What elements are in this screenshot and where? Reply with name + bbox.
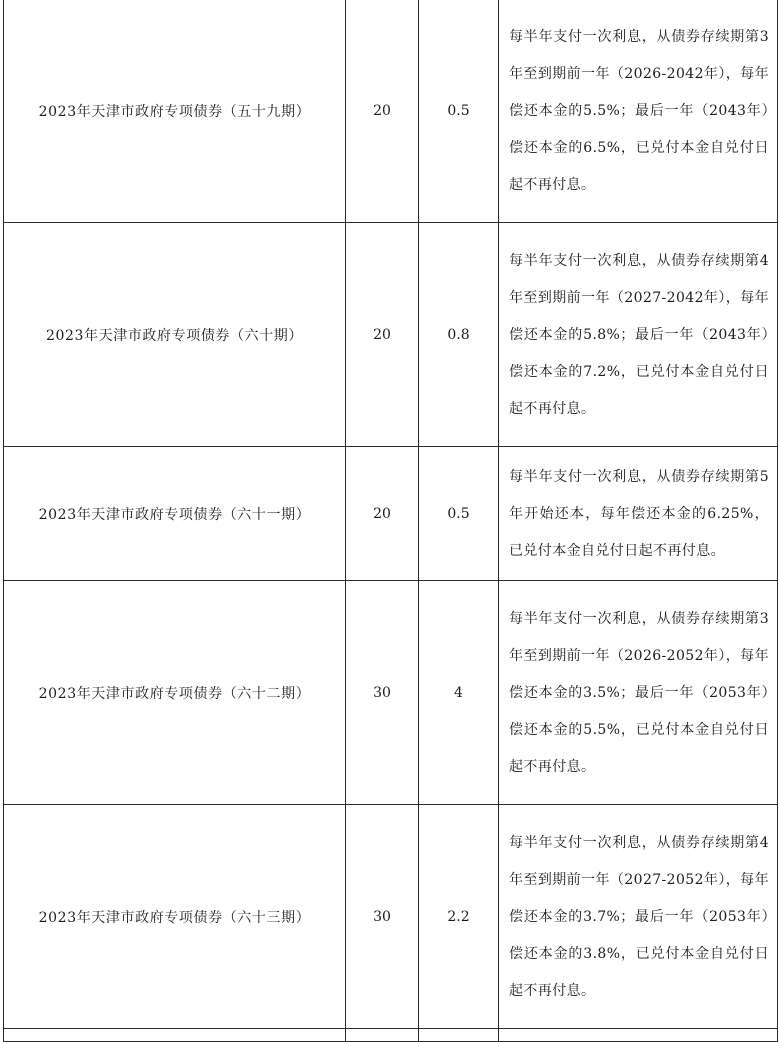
repayment-terms-cell: 每半年支付一次利息，从债券存续期第4年至到期前一年（2027-2042年），每年偿还本金的5.8%；最后一年（2043年）偿还本金的7.2%，已兑付本金自兑付日起不再付息。: [499, 223, 778, 447]
bond-name-cell: 2023年天津市政府专项债券（六十一期）: [4, 447, 346, 581]
bond-amount-cell: 2.2: [419, 805, 499, 1029]
empty-cell: [346, 1029, 419, 1042]
repayment-terms-cell: 每半年支付一次利息，从债券存续期第3年至到期前一年（2026-2042年），每年偿还本金的5.5%；最后一年（2043年）偿还本金的6.5%，已兑付本金自兑付日起不再付息。: [499, 0, 778, 223]
table-row-continuation: [4, 1029, 778, 1042]
bond-term-cell: 30: [346, 805, 419, 1029]
bond-term-cell: 20: [346, 0, 419, 223]
table-row: [4, 223, 778, 447]
bond-amount-cell: 0.5: [419, 447, 499, 581]
bond-name-cell: 2023年天津市政府专项债券（六十三期）: [4, 805, 346, 1029]
empty-cell: [4, 1029, 346, 1042]
repayment-terms-cell: 每半年支付一次利息，从债券存续期第3年至到期前一年（2026-2052年），每年偿还本金的3.5%；最后一年（2053年）偿还本金的5.5%，已兑付本金自兑付日起不再付息。: [499, 581, 778, 805]
bond-amount-cell: 0.5: [419, 0, 499, 223]
table-row: [4, 805, 778, 1029]
table-row: [4, 581, 778, 805]
bond-term-cell: 30: [346, 581, 419, 805]
bond-term-cell: 20: [346, 223, 419, 447]
bond-name-cell: 2023年天津市政府专项债券（六十二期）: [4, 581, 346, 805]
bond-term-cell: 20: [346, 447, 419, 581]
bond-table: [3, 0, 778, 1042]
table-row: [4, 447, 778, 581]
repayment-terms-cell: 每半年支付一次利息，从债券存续期第5年开始还本，每年偿还本金的6.25%，已兑付本金自兑付日起不再付息。: [499, 447, 778, 581]
bond-amount-cell: 4: [419, 581, 499, 805]
empty-cell: [419, 1029, 499, 1042]
bond-name-cell: 2023年天津市政府专项债券（六十期）: [4, 223, 346, 447]
bond-name-cell: 2023年天津市政府专项债券（五十九期）: [4, 0, 346, 223]
table-row: [4, 0, 778, 223]
repayment-terms-cell: 每半年支付一次利息，从债券存续期第4年至到期前一年（2027-2052年），每年偿还本金的3.7%；最后一年（2053年）偿还本金的3.8%，已兑付本金自兑付日起不再付息。: [499, 805, 778, 1029]
empty-cell: [499, 1029, 778, 1042]
bond-amount-cell: 0.8: [419, 223, 499, 447]
